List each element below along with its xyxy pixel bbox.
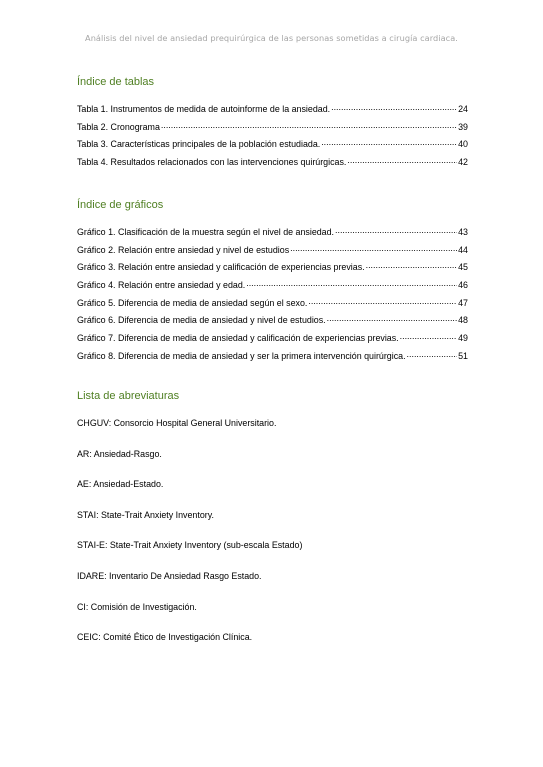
toc-entry-page: 42 xyxy=(458,157,468,168)
toc-entry-label: Gráfico 5. Diferencia de media de ansiedad según el sexo. xyxy=(77,297,308,308)
toc-entry-graph-1[interactable] xyxy=(77,225,468,243)
toc-entry-page: 43 xyxy=(458,227,468,237)
toc-entry-label: Tabla 3. Características principales de la población estudiada. xyxy=(77,139,321,150)
toc-entry-graph-6[interactable] xyxy=(77,313,468,331)
tables-index-heading: Índice de tablas xyxy=(77,76,155,88)
toc-entry-page: 47 xyxy=(458,297,468,308)
toc-dot-leader xyxy=(321,137,457,147)
abbreviation-item: CEIC: Comité Ético de Investigación Clínica. xyxy=(77,632,253,643)
toc-entry-label: Gráfico 6. Diferencia de media de ansiedad y nivel de estudios. xyxy=(77,315,326,326)
toc-dot-leader xyxy=(407,349,458,359)
graphs-index-list xyxy=(77,225,468,367)
toc-entry-page: 40 xyxy=(458,139,468,150)
abbreviations-heading: Lista de abreviaturas xyxy=(77,390,180,402)
toc-entry-label: Gráfico 4. Relación entre ansiedad y edad. xyxy=(77,280,246,291)
toc-entry-label: Gráfico 3. Relación entre ansiedad y calificación de experiencias previas. xyxy=(77,262,365,273)
abbreviation-item: AE: Ansiedad-Estado. xyxy=(77,479,164,490)
toc-entry-page: 49 xyxy=(458,333,468,344)
toc-entry-label: Gráfico 1. Clasificación de la muestra según el nivel de ansiedad. xyxy=(77,227,335,237)
toc-entry-table-3[interactable] xyxy=(77,137,468,155)
toc-entry-page: 48 xyxy=(458,315,468,326)
toc-entry-label: Tabla 1. Instrumentos de medida de autoinforme de la ansiedad. xyxy=(77,104,331,114)
abbreviations-list xyxy=(77,418,302,663)
abbreviation-item: AR: Ansiedad-Rasgo. xyxy=(77,448,162,459)
toc-dot-leader xyxy=(366,260,458,270)
toc-entry-table-4[interactable] xyxy=(77,155,468,173)
toc-dot-leader xyxy=(161,120,457,130)
toc-entry-page: 46 xyxy=(458,280,468,291)
toc-entry-page: 51 xyxy=(458,350,468,361)
toc-entry-graph-4[interactable] xyxy=(77,278,468,296)
toc-entry-graph-8[interactable] xyxy=(77,349,468,367)
toc-entry-graph-2[interactable] xyxy=(77,243,468,261)
toc-entry-page: 24 xyxy=(458,104,468,114)
toc-entry-label: Tabla 4. Resultados relacionados con las intervenciones quirúrgicas. xyxy=(77,157,347,168)
abbreviation-item: CHGUV: Consorcio Hospital General Universitario. xyxy=(77,418,277,428)
toc-dot-leader xyxy=(347,155,457,165)
toc-entry-page: 44 xyxy=(458,244,468,255)
abbreviation-item: STAI: State-Trait Anxiety Inventory. xyxy=(77,509,214,520)
toc-dot-leader xyxy=(400,331,457,341)
toc-entry-table-1[interactable] xyxy=(77,102,468,120)
abbreviation-item: IDARE: Inventario De Ansiedad Rasgo Estado. xyxy=(77,570,262,581)
toc-entry-page: 45 xyxy=(458,262,468,273)
toc-entry-page: 39 xyxy=(458,121,468,132)
toc-dot-leader xyxy=(331,102,457,112)
toc-dot-leader xyxy=(335,225,457,235)
toc-entry-table-2[interactable] xyxy=(77,120,468,138)
running-header: Análisis del nivel de ansiedad prequirúrgica de las personas sometidas a cirugía cardiaca. xyxy=(85,33,458,43)
toc-entry-graph-7[interactable] xyxy=(77,331,468,349)
toc-dot-leader xyxy=(308,296,457,306)
toc-entry-label: Gráfico 2. Relación entre ansiedad y nivel de estudios xyxy=(77,244,290,255)
graphs-index-heading: Índice de gráficos xyxy=(77,199,164,211)
toc-dot-leader xyxy=(246,278,457,288)
toc-dot-leader xyxy=(327,313,457,323)
abbreviation-item: STAI-E: State-Trait Anxiety Inventory (sub-escala Estado) xyxy=(77,540,303,551)
toc-entry-label: Gráfico 7. Diferencia de media de ansiedad y calificación de experiencias previas. xyxy=(77,333,399,344)
toc-entry-label: Gráfico 8. Diferencia de media de ansiedad y ser la primera intervención quirúrgica. xyxy=(77,350,406,361)
abbreviation-item: CI: Comisión de Investigación. xyxy=(77,601,197,612)
toc-entry-graph-3[interactable] xyxy=(77,260,468,278)
toc-entry-graph-5[interactable] xyxy=(77,296,468,314)
toc-dot-leader xyxy=(290,243,457,253)
toc-entry-label: Tabla 2. Cronograma xyxy=(77,121,160,132)
tables-index-list xyxy=(77,102,468,173)
